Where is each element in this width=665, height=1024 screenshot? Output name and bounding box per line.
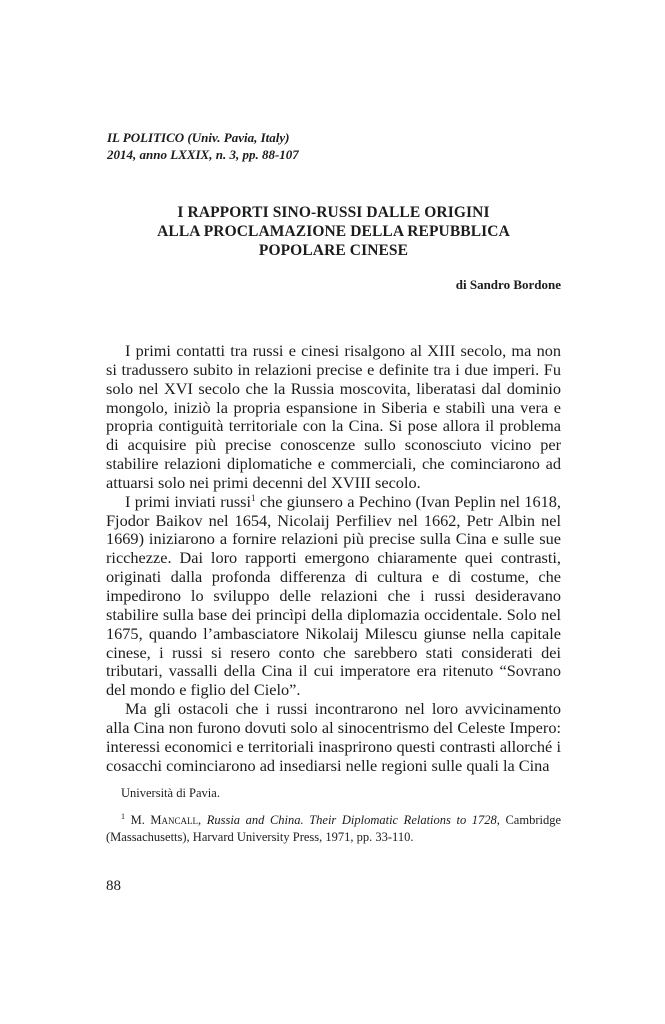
article-title-line-2: ALLA PROCLAMAZIONE DELLA REPUBBLICA bbox=[157, 223, 510, 240]
article-title-line-3: POPOLARE CINESE bbox=[258, 242, 409, 259]
footnote-1 bbox=[106, 812, 561, 846]
journal-header-line-1: IL POLITICO (Univ. Pavia, Italy) bbox=[107, 130, 290, 145]
paragraph-2-rest: che giunsero a Pechino (Ivan Peplin nel 1618, Fjodor Baikov nel 1654, Nicolaij Perfiliev nel 1662, Petr Albin nel 1669) iniziarono a fornire relazioni più precise sulla Cina e sulle sue ricchezze. Dai loro rapporti emergono chiaramente quei contrasti, originati dalla profonda differenza di cultura e di costume, che impedirono lo sviluppo delle relazioni che i russi desideravano stabilire sulla base dei princìpi della diplomazia occidentale. Solo nel 1675, quando l’ambasciatore Nikolaij Milescu giunse nella capitale cinese, i russi si resero conto che sarebbero stati considerati dei tributari, vassalli della Cina il cui imperatore era ritenuto “Sovrano del mondo e figlio del Cielo”. bbox=[106, 491, 562, 700]
footnote-author-initial: M. bbox=[130, 813, 151, 827]
footnote-marker: 1 bbox=[121, 812, 125, 821]
page-number: 88 bbox=[106, 878, 121, 894]
article-body bbox=[106, 342, 561, 775]
author-affiliation: Università di Pavia. bbox=[121, 786, 220, 800]
footnote-reference-1[interactable]: 1 bbox=[251, 492, 256, 503]
footnote-publication-details: , Cambridge (Massachusetts), Harvard University Press, 1971, pp. 33-110. bbox=[106, 813, 562, 844]
journal-header bbox=[107, 129, 299, 163]
article-author: di Sandro Bordone bbox=[455, 277, 561, 292]
footnote-author-surname: Mancall bbox=[150, 813, 199, 827]
article-title bbox=[107, 203, 560, 260]
body-paragraph-3: Ma gli ostacoli che i russi incontrarono nel loro avvicinamento alla Cina non furono dovuti solo al sinocentrismo del Celeste Impero: interessi economici e territoriali inasprirono questi contrasti allorché i cosacchi cominciarono ad insediarsi nelle regioni sulle quali la Cina bbox=[106, 699, 561, 775]
footnote-book-title: Russia and China. Their Diplomatic Relations to 1728 bbox=[206, 813, 497, 827]
article-title-line-1: I RAPPORTI SINO-RUSSI DALLE ORIGINI bbox=[177, 204, 490, 221]
footnote-separator: , bbox=[198, 813, 207, 827]
journal-header-line-2: 2014, anno LXXIX, n. 3, pp. 88-107 bbox=[107, 147, 299, 162]
paragraph-2-start: I primi inviati russi bbox=[125, 491, 252, 511]
body-paragraph-2 bbox=[106, 493, 561, 700]
body-paragraph-1: I primi contatti tra russi e cinesi risalgono al XIII secolo, ma non si tradussero subito in relazioni precise e definite tra i due imperi. Fu solo nel XVI secolo che la Russia moscovita, liberatasi dal dominio mongolo, iniziò la propria espansione in Siberia e stabilì una vera e propria contiguità territoriale con la Cina. Si pose allora il problema di acquisire più precise conoscenze sullo sconosciuto vicino per stabilire relazioni diplomatiche e commerciali, che cominciarono ad attuarsi solo nei primi decenni del XVIII secolo. bbox=[106, 341, 561, 492]
